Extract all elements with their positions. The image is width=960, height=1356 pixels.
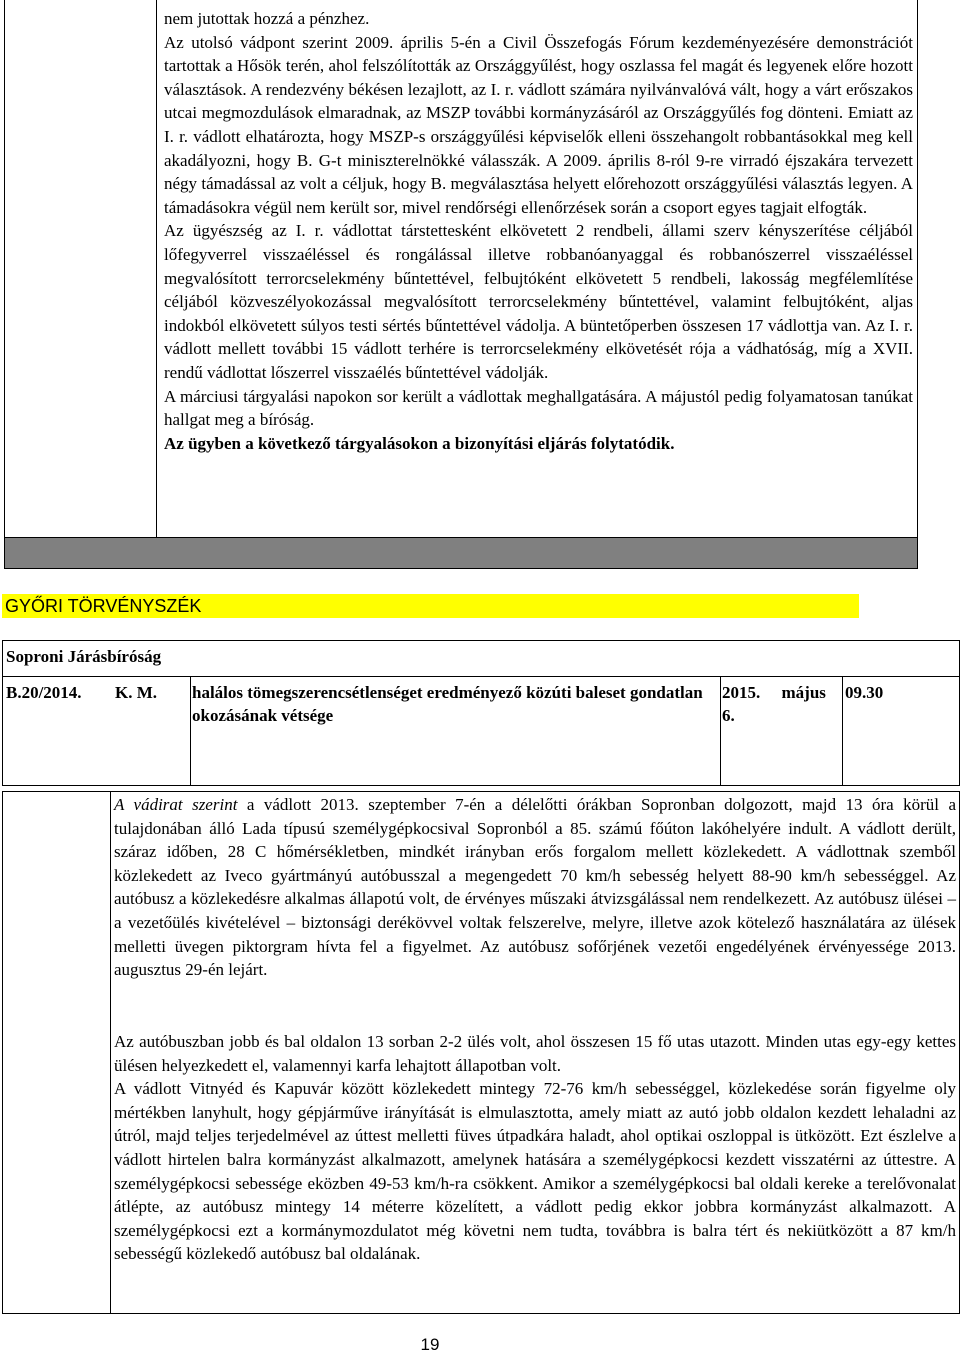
court-header-title: GYŐRI TÖRVÉNYSZÉK	[5, 596, 202, 616]
top-closing-note: Az ügyben a következő tárgyalásokon a bizonyítási eljárás folytatódik.	[164, 433, 675, 453]
case-body-intro: A vádirat szerint	[114, 795, 238, 814]
body-table-top-border	[2, 791, 960, 792]
case-body-paragraph-1	[114, 793, 956, 982]
case-body-text-1: a vádlott 2013. szeptember 7-én a délelőtti órákban Sopronban dolgozott, majd 13 óra körül a tulajdonában álló Lada típusú személygépkocsival Sopronból a 85. számú főúton lakóhelyére indult. A vádlott derült, száraz időben, 28 C hőmérsékletben, mindkét irányban erős forgalom mellett közlekedett. A vádlottnak szemből közlekedett az Iveco gyártmányú autóbusszal a megengedett 70 km/h sebesség helyett 88-90 km/h sebességgel. Az autóbusz a közlekedésre alkalmas állapotú volt, de érvényes műszaki átvizsgálással nem rendelkezett. Az autóbusz ülései – a vezetőülés kivételével – biztonsági derékövvel voltak felszerelve, melyre, illetve azok kötelező használatára az ülések melletti üvegen piktorgram hívta fel a figyelmet. Az autóbusz sofőrjének vezetői engedélyének érvényessége 2013. augusztus 29-én lejárt.	[114, 795, 956, 980]
case-row-bottom-line	[2, 785, 960, 786]
top-table-right-border	[917, 0, 918, 568]
hearing-time: 09.30	[845, 683, 884, 702]
case-number: B.20/2014.	[6, 683, 82, 702]
body-table-bottom-border	[2, 1313, 960, 1314]
body-table-left-border	[2, 791, 3, 1314]
top-table-gray-row	[5, 538, 917, 568]
top-table-divider	[156, 0, 157, 568]
case-col-sep-3	[842, 677, 843, 786]
district-row-line	[2, 676, 960, 677]
district-court-name: Soproni Járásbíróság	[6, 647, 162, 666]
case-col-sep-1	[190, 677, 191, 786]
page-number: 19	[420, 1335, 440, 1354]
district-table-top-border	[2, 640, 960, 641]
top-paragraph-2: Az utolsó vádpont szerint 2009. április 5-én a Civil Összefogás Fórum kezdeményezésére demonstrációt tartottak a Hősök terén, ahol felszólították az Országgyűlést, hogy oszlassa fel magát és legyenek előre hozott választások. A rendezvény békésen lezajlott, az I. r. vádlott számára nyilvánvalóvá vált, hogy a várt erőszakos utcai megmozdulások elmaradnak, az MSZP további kormányzásáról az Országgyűlés fog dönteni. Emiatt az I. r. vádlott elhatározta, hogy MSZP-s országgyűlési képviselők elleni összehangolt robbantásokkal meg kell akadályozni, hogy B. G-t miniszterelnökké válasszák. A 2009. április 8-ról 9-re virradó éjszakára tervezett négy támadással az volt a céljuk, hogy B. megválasztása helyett előrehozott országgyűlési választás legyen. A támadásokra végül nem került sor, mivel rendőrségi ellenőrzések során a csoport egyes tagjait elfogták.	[164, 32, 913, 217]
case-body-text-3: A vádlott Vitnyéd és Kapuvár között közlekedett mintegy 72-76 km/h sebességgel, közlekedése során figyelme oly mértékben lanyhult, hogy gépjárműve irányítását is elmulasztotta, amely miatt az autó jobb oldalon kezdett lehaladni az útról, majd teljes terjedelmével az úttest melletti füves útpadkára haladt, ahol optikai oszloppal is ütközött. Ezt észlelve a vádlott hirtelen balra kormányzást alkalmazott, amelynek hatására a személygépkocsi kezdett visszatérni az úttestre. A személygépkocsi sebessége eközben 49-53 km/h-ra csökkent. Amikor a személygépkocsi bal oldali kereke a terelővonalat átlépte, az autóbusz mintegy 14 méterre közelített, a vádlott pedig ekkor jobbra kormányzást alkalmazott. A személygépkocsi ezt a kormánymozdulatot még követni nem tudta, továbbra is balra tért és nekiütközött a 87 km/h sebességű közlekedő autóbusz bal oldalának.	[114, 1079, 956, 1264]
hearing-date-line1: 2015. május	[722, 683, 826, 702]
defendant-name: K. M.	[115, 683, 158, 702]
top-paragraph-1: nem jutottak hozzá a pénzhez.	[164, 9, 370, 28]
district-table-left-border	[2, 640, 3, 786]
top-paragraph-3: Az ügyészség az I. r. vádlottat társtettesként elkövetett 2 rendbeli, állami szerv kényszerítése céljából lőfegyverrel visszaéléssel és rongálással illetve robbanóanyaggal és robbanószerrel visszaéléssel megvalósított terrorcselekmény bűntettével, felbujtóként elkövetett 5 rendbeli, lakosság megfélemlítése céljából közveszélyokozással megvalósított terrorcselekmény bűntettével, valamint felbujtóként, aljas indokból elkövetett súlyos testi sértés bűntettével vádolja. A büntetőperben összesen 17 vádlottja van. Az I. r. vádlott mellett további 15 vádlott terhére is terrorcselekmény elkövetését rója a vádhatóság, míg a XVII. rendű vádlottat lőszerrel visszaélés bűntettével vádolják.	[164, 221, 913, 382]
charge-description: halálos tömegszerencsétlenséget eredményező közúti baleset gondatlan okozásának vétsége	[192, 683, 703, 725]
case-col-sep-2	[720, 677, 721, 786]
top-case-text	[164, 7, 913, 455]
top-table-bottom-border	[4, 568, 918, 569]
body-table-divider	[110, 791, 111, 1314]
court-header	[2, 594, 859, 618]
case-body-paragraphs-2-3	[114, 1030, 956, 1266]
hearing-date-line2: 6.	[722, 706, 735, 725]
top-table-left-border	[4, 0, 5, 568]
case-body-text-2: Az autóbuszban jobb és bal oldalon 13 sorban 2-2 ülés volt, ahol összesen 15 fő utas utazott. Minden utas egy-egy kettes ülésen helyezkedett el, valamennyi karfa lehajtott állapotban volt.	[114, 1032, 956, 1075]
top-paragraph-4: A márciusi tárgyalási napokon sor került a vádlottak meghallgatására. A májustól pedig folyamatosan tanúkat hallgat meg a bíróság.	[164, 386, 913, 430]
